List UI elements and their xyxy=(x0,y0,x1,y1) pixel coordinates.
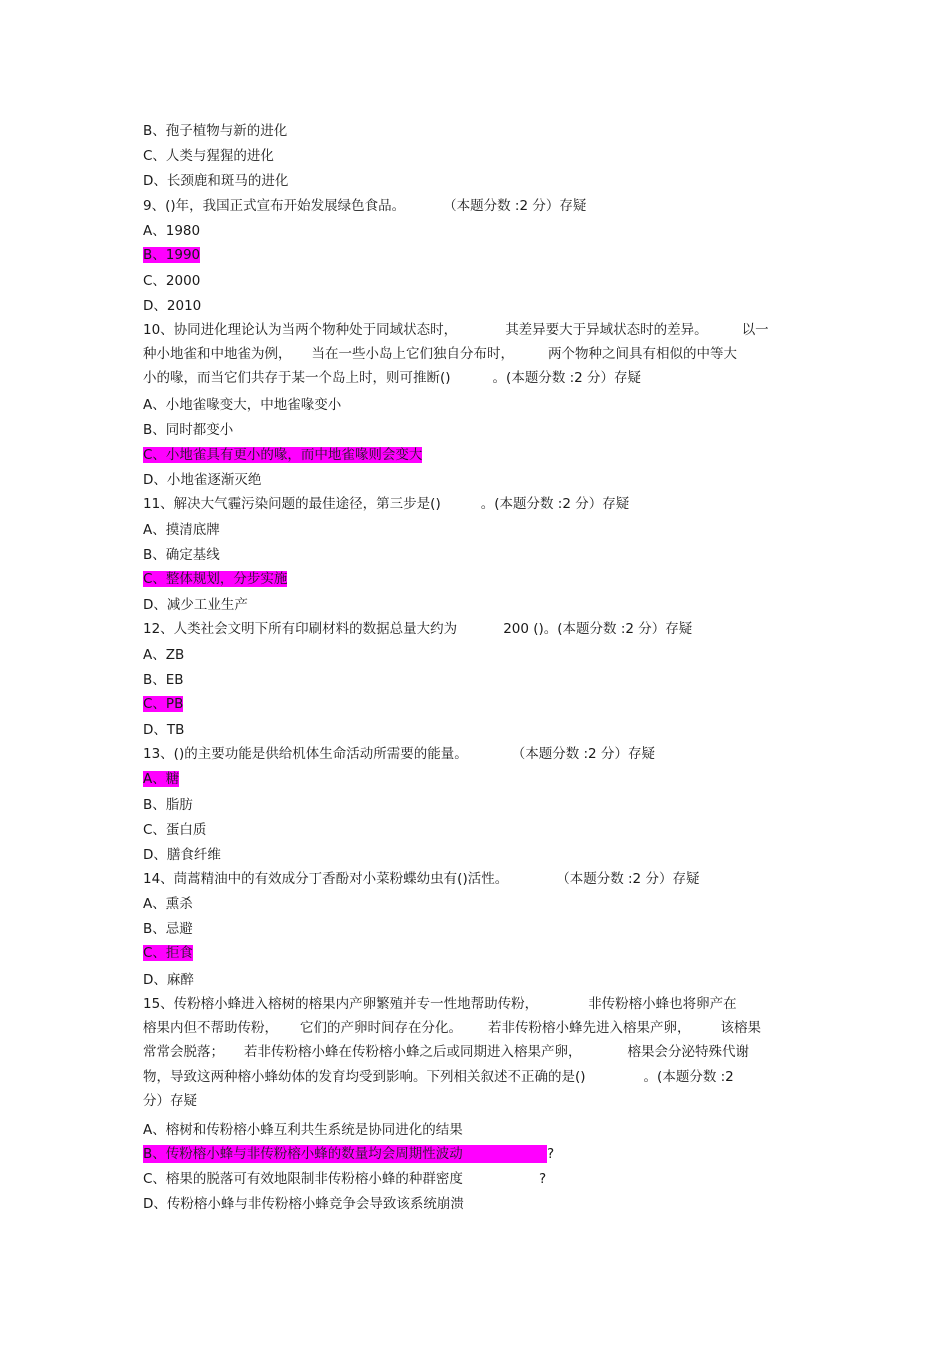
question-13-stem: 13、()的主要功能是供给机体生命活动所需要的能量。 （本题分数 :2 分）存疑 xyxy=(143,746,655,762)
question-mark: ? xyxy=(547,1146,555,1162)
question-15-stem-line2: 榕果内但不帮助传粉， 它们的产卵时间存在分化。 若非传粉榕小蜂先进入榕果产卵， 该榕果 xyxy=(143,1020,761,1036)
question-15-stem-line5: 分）存疑 xyxy=(143,1093,197,1109)
option-q15-d: D、传粉榕小蜂与非传粉榕小蜂竞争会导致该系统崩溃 xyxy=(143,1196,464,1212)
answer-highlight: C、PB xyxy=(143,696,184,712)
option-q11-a: A、摸清底牌 xyxy=(143,522,220,538)
question-12-stem: 12、人类社会文明下所有印刷材料的数据总量大约为 200 ()。(本题分数 :2 分）存疑 xyxy=(143,621,693,637)
answer-highlight: C、整体规划，分步实施 xyxy=(143,571,288,587)
question-15-stem-line1: 15、传粉榕小蜂进入榕树的榕果内产卵繁殖并专一性地帮助传粉， 非传粉榕小蜂也将卵产在 xyxy=(143,996,737,1012)
option-q14-a: A、熏杀 xyxy=(143,896,193,912)
option-q15-b xyxy=(143,1145,554,1163)
question-10-stem-line1: 10、协同进化理论认为当两个物种处于同域状态时， 其差异要大于异域状态时的差异。 以一 xyxy=(143,322,769,338)
question-15-stem-line3: 常常会脱落； 若非传粉榕小蜂在传粉榕小蜂之后或同期进入榕果产卵， 榕果会分泌特殊代谢 xyxy=(143,1044,749,1060)
option-q13-a xyxy=(143,770,179,788)
option-q13-c: C、蛋白质 xyxy=(143,822,207,838)
question-9-stem: 9、()年，我国正式宣布开始发展绿色食品。 （本题分数 :2 分）存疑 xyxy=(143,198,587,214)
option-q14-d: D、麻醉 xyxy=(143,972,194,988)
option-q12-c xyxy=(143,695,183,713)
answer-highlight: B、1990 xyxy=(143,247,201,263)
option-q9-b xyxy=(143,246,200,264)
option-q15-a: A、榕树和传粉榕小蜂互利共生系统是协同进化的结果 xyxy=(143,1122,463,1138)
option-q13-d: D、膳食纤维 xyxy=(143,847,221,863)
option-q10-d: D、小地雀逐渐灭绝 xyxy=(143,472,262,488)
option-q8-c: C、人类与猩猩的进化 xyxy=(143,148,274,164)
answer-highlight: C、拒食 xyxy=(143,945,193,961)
option-q12-d: D、TB xyxy=(143,722,185,738)
option-q14-b: B、忌避 xyxy=(143,921,193,937)
answer-highlight: A、糖 xyxy=(143,771,180,787)
question-mark: ? xyxy=(539,1171,547,1187)
option-q15-c: C、榕果的脱落可有效地限制非传粉榕小蜂的种群密度 ? xyxy=(143,1171,547,1187)
option-q10-b: B、同时都变小 xyxy=(143,422,234,438)
option-q12-a: A、ZB xyxy=(143,647,185,663)
option-q8-b: B、孢子植物与新的进化 xyxy=(143,123,288,139)
option-q14-c xyxy=(143,944,193,962)
option-q9-a: A、1980 xyxy=(143,223,201,239)
question-14-stem: 14、茼蒿精油中的有效成分丁香酚对小菜粉蝶幼虫有()活性。 （本题分数 :2 分）存疑 xyxy=(143,871,700,887)
option-q8-d: D、长颈鹿和斑马的进化 xyxy=(143,173,289,189)
option-q11-b: B、确定基线 xyxy=(143,547,220,563)
option-q12-b: B、EB xyxy=(143,672,184,688)
answer-highlight: C、小地雀具有更小的喙，而中地雀喙则会变大 xyxy=(143,447,423,463)
question-10-stem-line2: 种小地雀和中地雀为例， 当在一些小岛上它们独自分布时， 两个物种之间具有相似的中等大 xyxy=(143,346,737,362)
option-q9-d: D、2010 xyxy=(143,298,202,314)
option-q10-a: A、小地雀喙变大，中地雀喙变小 xyxy=(143,397,342,413)
question-10-stem-line3: 小的喙，而当它们共存于某一个岛上时，则可推断() 。(本题分数 :2 分）存疑 xyxy=(143,370,642,386)
option-q11-c xyxy=(143,570,287,588)
option-q11-d: D、减少工业生产 xyxy=(143,597,248,613)
answer-highlight: B、传粉榕小蜂与非传粉榕小蜂的数量均会周期性波动 xyxy=(143,1145,547,1163)
option-q9-c: C、2000 xyxy=(143,273,201,289)
option-q13-b: B、脂肪 xyxy=(143,797,193,813)
question-15-stem-line4: 物，导致这两种榕小蜂幼体的发育均受到影响。下列相关叙述不正确的是() 。(本题分数 :2 xyxy=(143,1069,734,1085)
option-q10-c xyxy=(143,446,422,464)
question-11-stem: 11、解决大气霾污染问题的最佳途径，第三步是() 。(本题分数 :2 分）存疑 xyxy=(143,496,630,512)
